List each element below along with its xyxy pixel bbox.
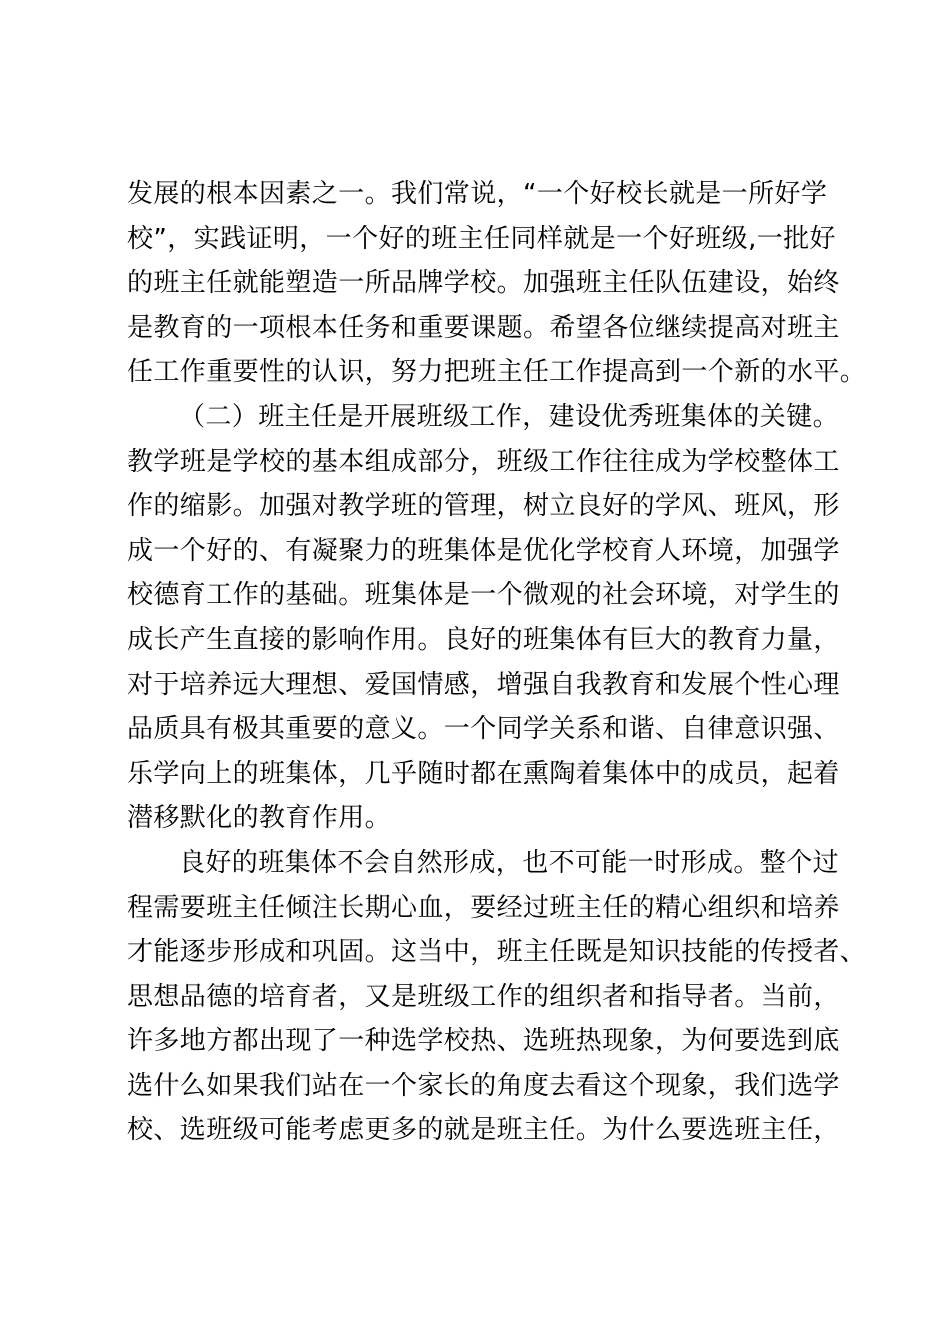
section-heading-line: （二）班主任是开展班级工作，建设优秀班集体的关键。 [179, 401, 840, 432]
text-line: 任工作重要性的认识，努力把班主任工作提高到一个新的水平。 [127, 357, 867, 388]
text-line: 潜移默化的教育作用。 [127, 803, 392, 834]
text-line: 是教育的一项根本任务和重要课题。希望各位继续提高对班主 [127, 312, 840, 343]
text-line: 校”，实践证明，一个好的班主任同样就是一个好班级,一批好 [127, 223, 836, 254]
text-line: 成一个好的、有凝聚力的班集体是优化学校育人环境，加强学 [127, 535, 840, 566]
text-line: 才能逐步形成和巩固。这当中，班主任既是知识技能的传授者、 [127, 937, 867, 968]
text-line: 发展的根本因素之一。我们常说，“一个好校长就是一所好学 [127, 179, 828, 209]
text-line: 的班主任就能塑造一所品牌学校。加强班主任队伍建设，始终 [127, 268, 840, 299]
text-line: 思想品德的培育者，又是班级工作的组织者和指导者。当前， [127, 981, 840, 1012]
text-line: 教学班是学校的基本组成部分，班级工作往往成为学校整体工 [127, 446, 840, 477]
body-text [127, 172, 867, 1153]
text-line: 校德育工作的基础。班集体是一个微观的社会环境，对学生的 [127, 580, 840, 611]
paragraph-start-line: 良好的班集体不会自然形成，也不可能一时形成。整个过 [179, 847, 840, 878]
text-line: 校、选班级可能考虑更多的就是班主任。为什么要选班主任， [127, 1115, 840, 1146]
text-line: 成长产生直接的影响作用。良好的班集体有巨大的教育力量， [127, 624, 840, 655]
text-line: 许多地方都出现了一种选学校热、选班热现象，为何要选到底 [127, 1026, 840, 1057]
text-line: 选什么如果我们站在一个家长的角度去看这个现象，我们选学 [127, 1070, 840, 1101]
text-line: 品质具有极其重要的意义。一个同学关系和谐、自律意识强、 [127, 714, 840, 745]
text-line: 程需要班主任倾注长期心血，要经过班主任的精心组织和培养 [127, 892, 840, 923]
text-line: 作的缩影。加强对教学班的管理，树立良好的学风、班风，形 [127, 491, 840, 522]
text-line: 对于培养远大理想、爱国情感，增强自我教育和发展个性心理 [127, 669, 840, 700]
text-line: 乐学向上的班集体，几乎随时都在熏陶着集体中的成员，起着 [127, 758, 840, 789]
